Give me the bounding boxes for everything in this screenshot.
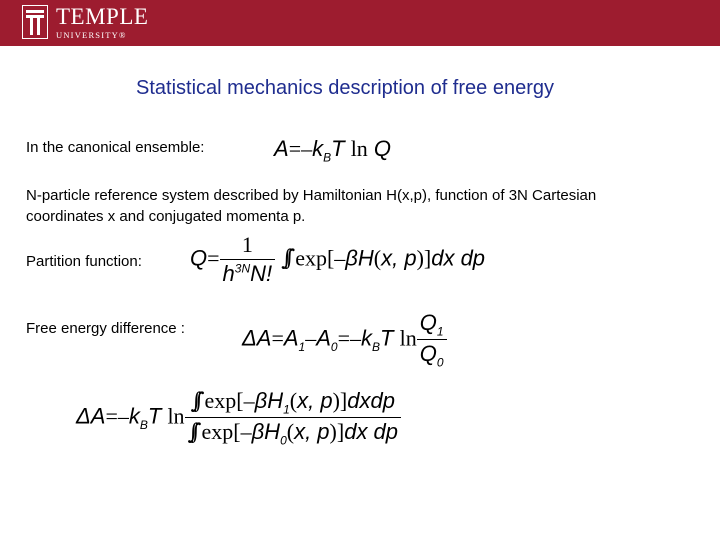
logo-subtitle: UNIVERSITY® (56, 30, 127, 40)
partition-function-equation: Q= $\frac{1}{h^{3N}N!}$ ∫∫ exp[–βH(x, p)]dx dp (190, 232, 486, 286)
header-bar (0, 0, 720, 46)
free-energy-ratio-equation: $\Delta A=-k_BT$ ln $\frac{\int\int \exp[-\beta H_1(x, p)]dxdp}{\int\int \exp[-\beta H_0(x, p)]dx dp}$ (76, 388, 401, 448)
temple-logo (22, 5, 148, 40)
free-energy-label: Free energy difference : (26, 320, 185, 337)
free-energy-equation: $A=-k_BT$ ln Q (274, 136, 392, 165)
free-energy-difference-equation: $\Delta A=A_1-A_0=-k_BT$ ln $\frac{Q_1}{Q_0}$ (242, 310, 447, 370)
slide-title: Statistical mechanics description of free energy (136, 77, 554, 99)
reference-system-text: N-particle reference system described by Hamiltonian H(x,p), function of 3N Cartesian coordinates x and conjugated momenta p. (26, 187, 597, 225)
logo-name: TEMPLE (56, 4, 149, 29)
canonical-label: In the canonical ensemble: (26, 139, 205, 156)
temple-t-icon (22, 5, 48, 39)
partition-label: Partition function: (26, 253, 142, 270)
